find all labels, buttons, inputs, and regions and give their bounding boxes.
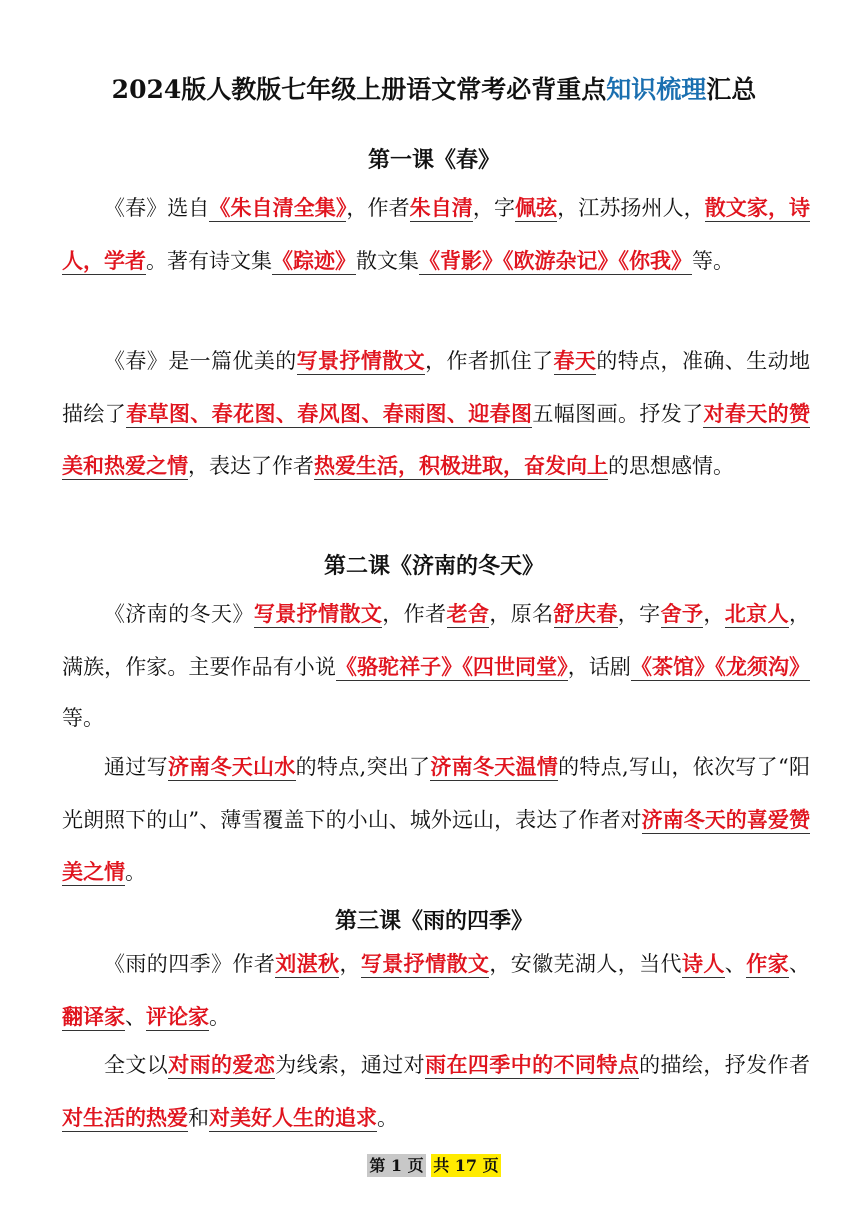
lesson-2-paragraph-1 [62, 588, 810, 745]
title-part-4: 汇总 [706, 75, 757, 104]
body-text: 《济南的冬天》 [104, 602, 254, 626]
body-text: ，江苏扬州人， [557, 196, 705, 220]
lesson-2-paragraph-2 [62, 741, 810, 899]
key-term: 刘湛秋 [275, 951, 340, 976]
key-term: 散文家，诗人，学者 [62, 195, 811, 273]
body-text: 全文以 [104, 1053, 169, 1077]
key-term: 舍予 [660, 601, 704, 626]
key-term: 春天 [553, 348, 597, 373]
key-term: 《背影》《欧游杂记》《你我》 [419, 247, 692, 273]
body-text: 为线索，通过对 [275, 1053, 426, 1077]
page-total: 共 17 页 [433, 1156, 499, 1175]
body-text: 。 [377, 1105, 398, 1130]
body-text: 。著有诗文集 [146, 248, 272, 273]
body-text: ，安徽芜湖人，当代 [489, 952, 682, 976]
body-text: ，原名 [489, 602, 554, 626]
key-term: 《茶馆》《龙须沟》 [630, 653, 811, 679]
body-text: 的特点,突出了 [295, 755, 431, 779]
body-text: ， [339, 952, 361, 976]
body-text: 的特点,写山，依次写了“阳光朗照下的山”、薄雪覆盖下的小山、城外远山，表达了作者对 [62, 755, 810, 832]
title-part-2: 常考必背重点 [456, 75, 607, 104]
key-term: 对美好人生的追求 [209, 1104, 377, 1130]
lesson-1-paragraph-1 [62, 182, 810, 287]
body-text: 《雨的四季》作者 [104, 952, 276, 976]
body-text: ， [703, 602, 725, 626]
key-term: 济南冬天山水 [167, 754, 296, 779]
key-term: 济南冬天温情 [430, 754, 559, 779]
key-term: 对雨的爱恋 [168, 1052, 276, 1077]
page-number: 第 1 页 [369, 1156, 424, 1175]
body-text: 《春》选自 [104, 196, 210, 220]
body-text: 的特点，准确、生动地描绘了 [62, 349, 810, 426]
body-text: 。 [209, 1004, 230, 1029]
body-text: 等。 [62, 706, 104, 730]
body-text: 通过写 [104, 755, 168, 779]
key-term: 写景抒情散文 [253, 601, 383, 626]
body-text: 和 [188, 1105, 209, 1130]
lesson-1-heading: 第一课《春》 [367, 147, 500, 173]
body-text: 的描绘，抒发作者 [639, 1053, 810, 1077]
lesson-2-heading: 第二课《济南的冬天》 [323, 553, 544, 579]
body-text: ，表达了作者 [188, 454, 314, 478]
body-text: 、 [789, 952, 810, 976]
body-text: ，话剧 [567, 654, 631, 679]
lesson-3-heading: 第三课《雨的四季》 [334, 908, 533, 934]
body-text: 《春》是一篇优美的 [104, 349, 297, 373]
document-title [0, 70, 868, 106]
body-text: ，字 [617, 602, 661, 626]
key-term: 对生活的热爱 [62, 1104, 188, 1130]
body-text: ，作者 [382, 602, 447, 626]
key-term: 《骆驼祥子》《四世同堂》 [335, 653, 568, 679]
key-term: 写景抒情散文 [296, 348, 426, 373]
body-text: ，作者抓住了 [425, 349, 554, 373]
key-term: 《踪迹》 [272, 247, 356, 273]
body-text: ，作者 [346, 196, 410, 220]
key-term: 热爱生活，积极进取，奋发向上 [314, 453, 608, 478]
key-term: 朱自清 [409, 195, 473, 220]
body-text: 、 [724, 952, 747, 976]
body-text: 。 [125, 860, 146, 884]
key-term: 翻译家 [62, 1003, 125, 1029]
key-term: 北京人 [724, 601, 789, 626]
key-term: 老舍 [446, 601, 490, 626]
page-footer [0, 1153, 868, 1176]
key-term: 写景抒情散文 [360, 951, 490, 976]
body-text: ，满族，作家。主要作品有小说 [62, 602, 810, 679]
lesson-1-paragraph-2 [62, 335, 810, 493]
key-term: 诗人 [681, 951, 725, 976]
key-term: 佩弦 [515, 195, 558, 220]
body-text: 散文集 [356, 248, 419, 273]
body-text: 的思想感情。 [608, 454, 734, 478]
key-term: 舒庆春 [553, 601, 618, 626]
key-term: 评论家 [146, 1003, 209, 1029]
body-text: 等。 [692, 248, 734, 273]
key-term: 济南冬天的喜爱赞美之情 [62, 806, 810, 884]
body-text: ，字 [472, 196, 516, 220]
key-term: 雨在四季中的不同特点 [425, 1052, 640, 1077]
key-term: 对春天的赞美和热爱之情 [62, 400, 811, 478]
key-term: 作家 [746, 951, 789, 976]
key-term: 春草图、春花图、春风图、春雨图、迎春图 [126, 400, 533, 426]
body-text: 、 [125, 1004, 146, 1029]
title-part-1: 2024版人教版七年级上册语文 [111, 75, 457, 104]
body-text: 五幅图画。抒发了 [532, 401, 704, 426]
lesson-3-paragraph-1 [62, 938, 810, 1043]
key-term: 《朱自清全集》 [209, 195, 347, 220]
lesson-3-paragraph-2 [62, 1039, 810, 1144]
title-part-3: 知识梳理 [606, 75, 707, 104]
